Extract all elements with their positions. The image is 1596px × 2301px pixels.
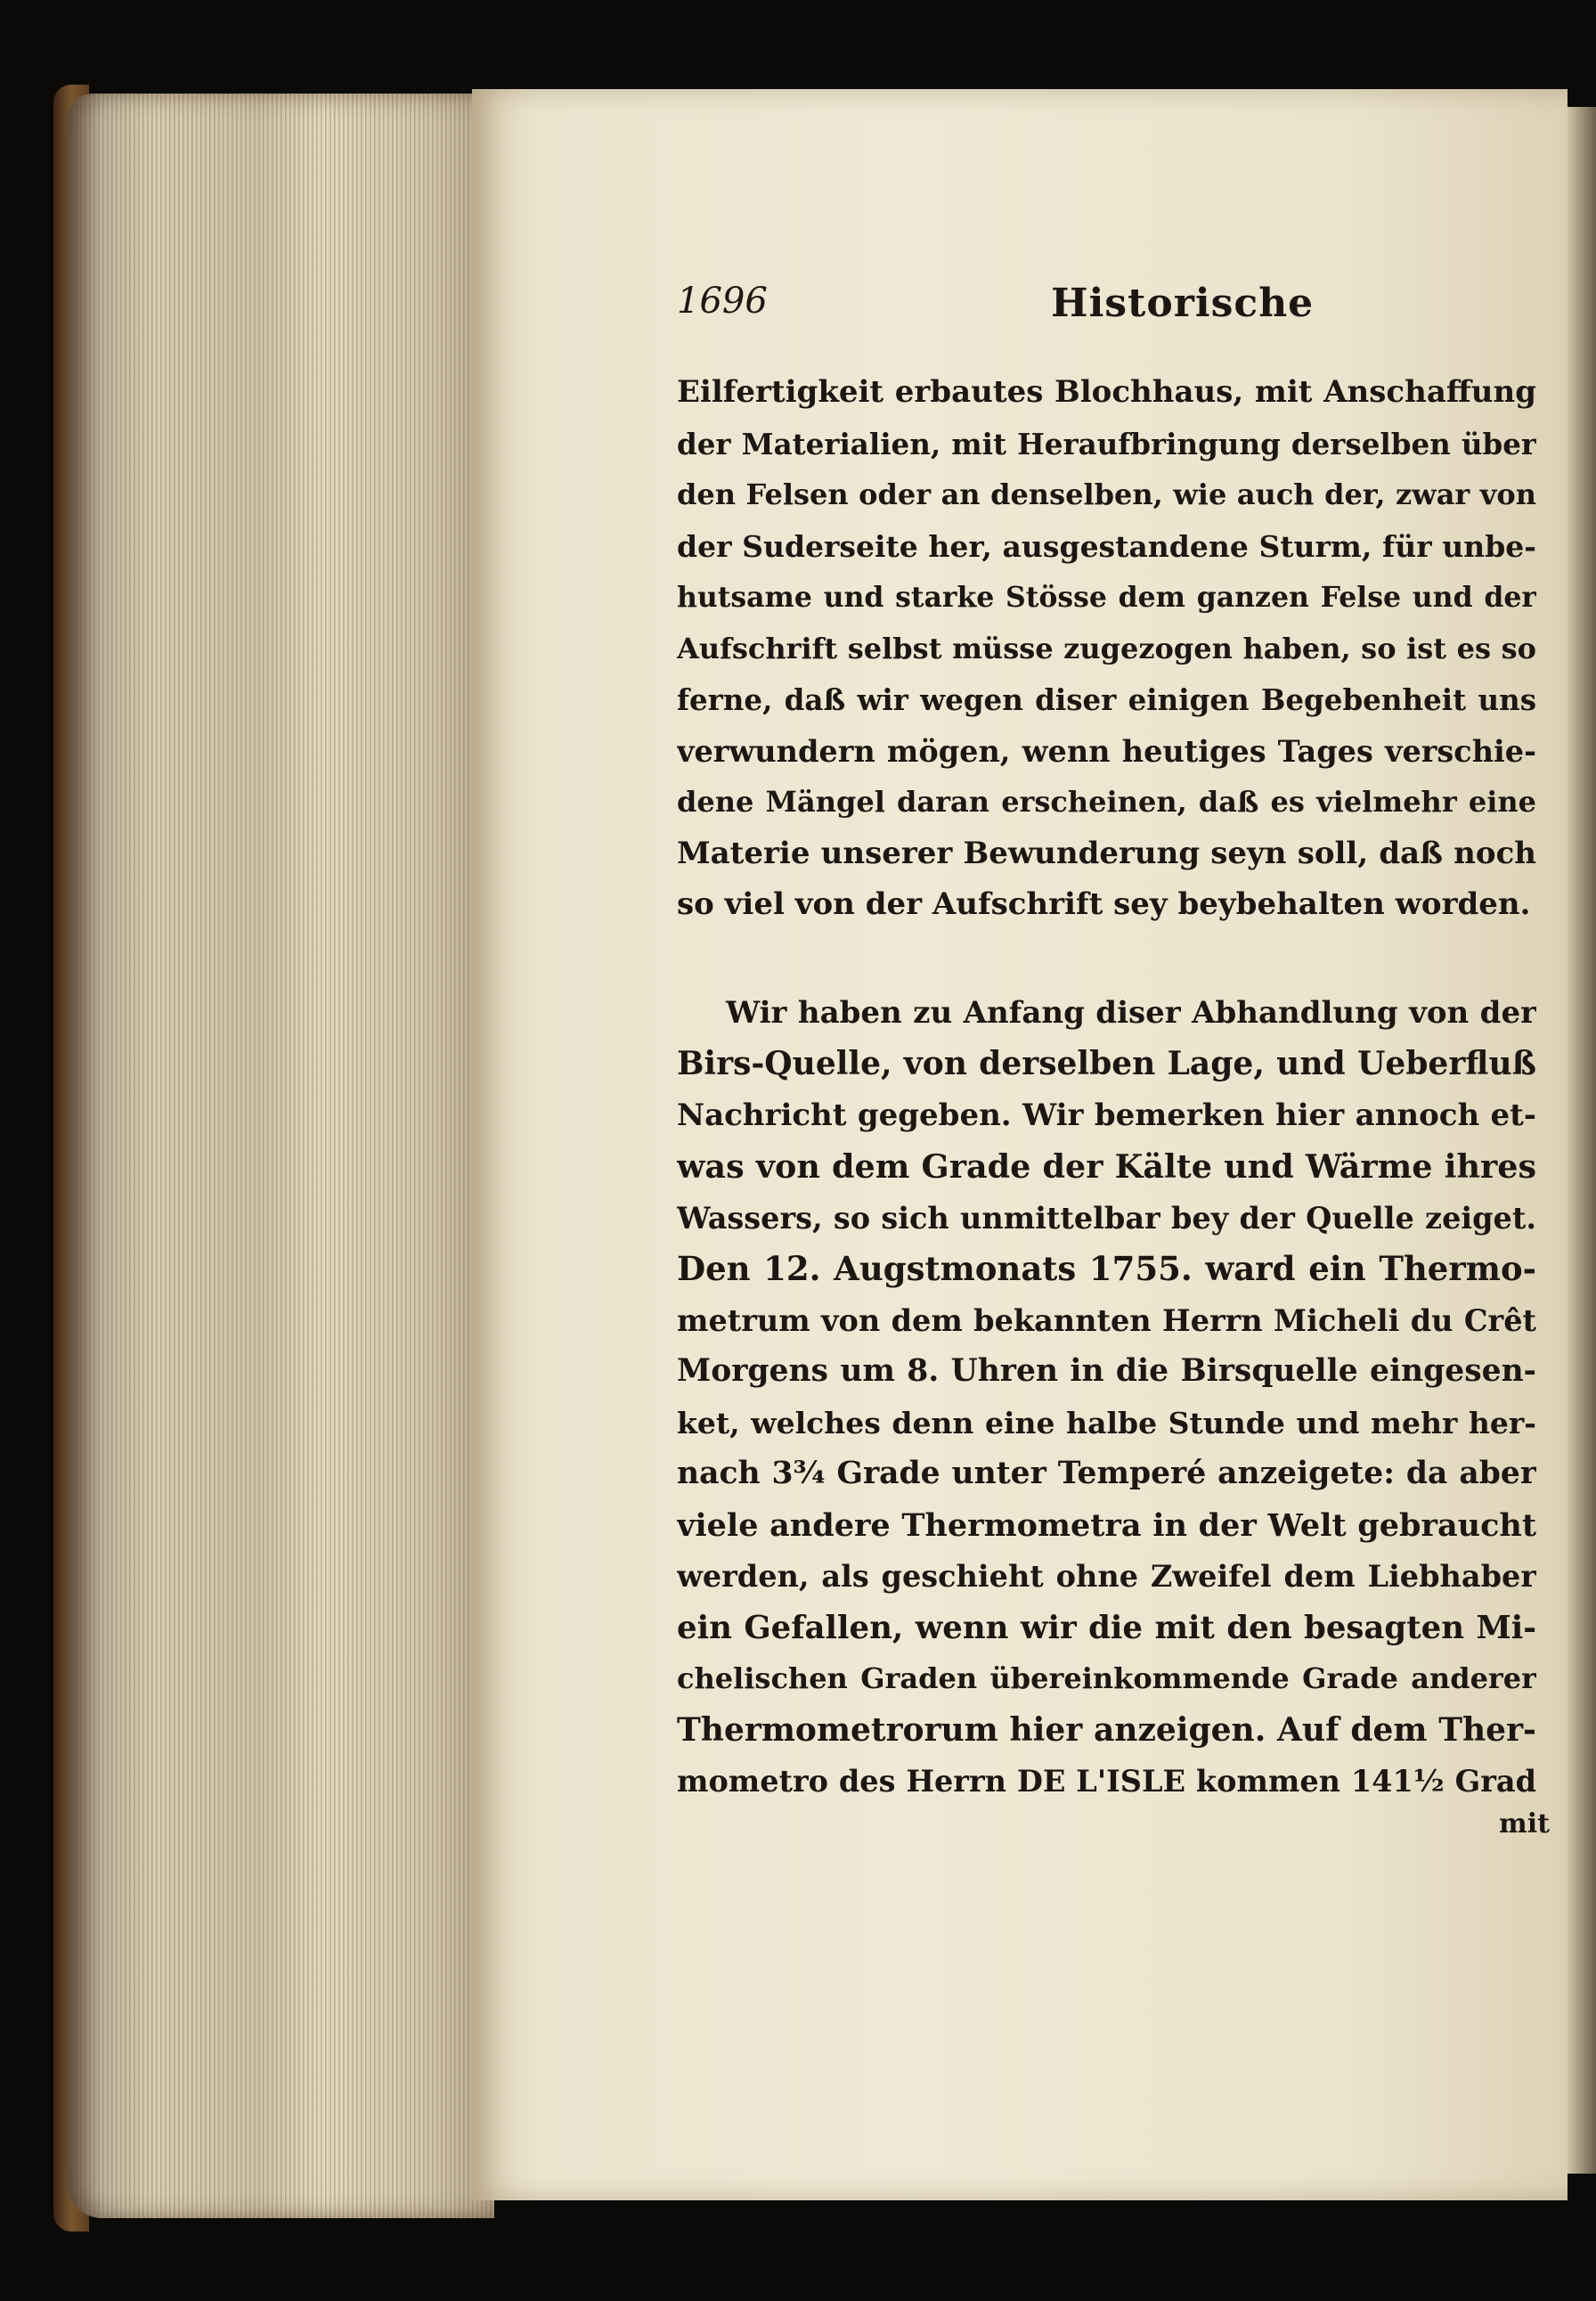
paragraph-1 bbox=[677, 367, 1536, 931]
page-block-edge bbox=[67, 94, 494, 2218]
text-line: verwundern mögen, wenn heutiges Tages verschie- bbox=[677, 733, 1536, 769]
catchword: mit bbox=[1499, 1808, 1550, 1840]
text-line: der Suderseite her, ausgestandene Sturm, für unbe- bbox=[677, 528, 1536, 564]
text-line: Materie unserer Bewunderung seyn soll, daß noch bbox=[677, 835, 1536, 871]
page-number: 1696 bbox=[677, 281, 768, 322]
text-line: nach 3¾ Grade unter Temperé anzeigete: da aber bbox=[677, 1456, 1536, 1491]
text-line: ein Gefallen, wenn wir die mit den besagten Mi- bbox=[677, 1609, 1536, 1646]
text-line: hutsame und starke Stösse dem ganzen Felse und der bbox=[677, 581, 1536, 614]
text-line: viele andere Thermometra in der Welt gebraucht bbox=[677, 1506, 1536, 1544]
text-line: den Felsen oder an denselben, wie auch der, zwar von bbox=[677, 477, 1536, 511]
running-title: Historische bbox=[1051, 281, 1315, 326]
text-line: chelischen Graden übereinkommende Grade anderer bbox=[677, 1661, 1536, 1695]
text-line: Nachricht gegeben. Wir bemerken hier annoch et- bbox=[677, 1097, 1536, 1133]
text-line: Birs-Quelle, von derselben Lage, und Ueberfluß bbox=[677, 1045, 1536, 1082]
text-line: so viel von der Aufschrift sey beybehalten worden. bbox=[677, 886, 1531, 922]
text-line: was von dem Grade der Kälte und Wärme ihres bbox=[677, 1147, 1536, 1186]
body-text bbox=[677, 367, 1536, 1807]
text-line: metrum von dem bekannten Herrn Micheli du Crêt bbox=[677, 1302, 1536, 1338]
text-line: Den 12. Augstmonats 1755. ward ein Thermo- bbox=[677, 1249, 1536, 1288]
paragraph-2 bbox=[677, 988, 1536, 1807]
paragraph-gap bbox=[677, 931, 1536, 988]
running-head bbox=[677, 281, 1559, 334]
facing-page-edge bbox=[1568, 107, 1596, 2174]
text-line: Wassers, so sich unmittelbar bey der Quelle zeiget. bbox=[677, 1200, 1536, 1236]
text-line: Aufschrift selbst müsse zugezogen haben, so ist es so bbox=[677, 631, 1536, 665]
text-line: dene Mängel daran erscheinen, daß es vielmehr eine bbox=[677, 785, 1536, 819]
text-line: Wir haben zu Anfang diser Abhandlung von der bbox=[726, 994, 1536, 1031]
text-line: Eilfertigkeit erbautes Blochhaus, mit Anschaffung bbox=[677, 374, 1536, 410]
text-line: ferne, daß wir wegen diser einigen Begebenheit uns bbox=[677, 682, 1536, 717]
text-line: ket, welches denn eine halbe Stunde und mehr her- bbox=[677, 1405, 1536, 1440]
text-line: Morgens um 8. Uhren in die Birsquelle eingesen- bbox=[677, 1353, 1536, 1389]
text-line: der Materialien, mit Heraufbringung derselben über bbox=[677, 426, 1536, 461]
text-line: mometro des Herrn DE L'ISLE kommen 141½ Grad bbox=[677, 1764, 1536, 1799]
text-line: Thermometrorum hier anzeigen. Auf dem Ther- bbox=[677, 1710, 1536, 1749]
text-line: werden, als geschieht ohne Zweifel dem Liebhaber bbox=[677, 1559, 1536, 1594]
